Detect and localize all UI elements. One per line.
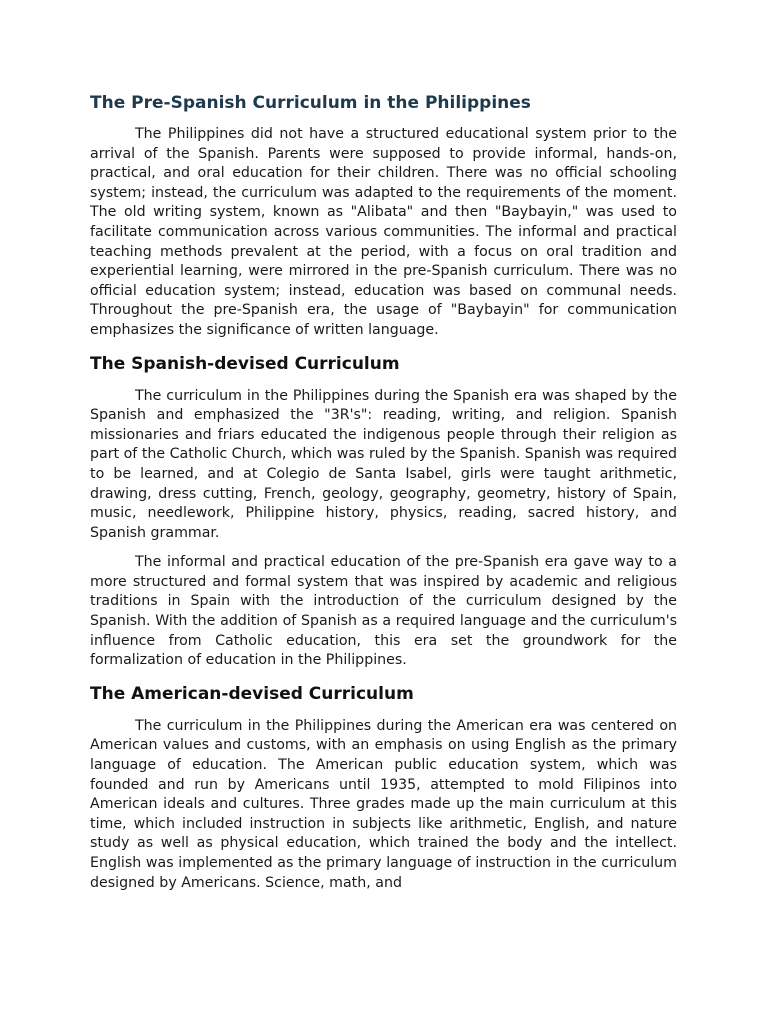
page-title: The Pre-Spanish Curriculum in the Philippines (90, 93, 531, 113)
paragraph: The Philippines did not have a structured educational system prior to the arrival of the Spanish. Parents were supposed to provide informal, hands-on, practical, and oral education for their children. There was no official schooling system; instead, the curriculum was adapted to the requirements of the moment. The old writing system, known as "Alibata" and then "Baybayin," was used to facilitate communication across various communities. The informal and practical teaching methods prevalent at the period, with a focus on oral tradition and experiential learning, were mirrored in the pre-Spanish curriculum. There was no official education system; instead, education was based on communal needs. Throughout the pre-Spanish era, the usage of "Baybayin" for communication emphasizes the significance of written language. (90, 126, 677, 338)
section-american (90, 681, 677, 893)
section-pre-spanish (90, 90, 677, 341)
paragraph: The curriculum in the Philippines during the Spanish era was shaped by the Spanish and emphasized the "3R's": reading, writing, and religion. Spanish missionaries and friars educated the indigenous people through their religion as part of the Catholic Church, which was ruled by the Spanish. Spanish was required to be learned, and at Colegio de Santa Isabel, girls were taught arithmetic, drawing, dress cutting, French, geology, geography, geometry, history of Spain, music, needlework, Philippine history, physics, reading, sacred history, and Spanish grammar. (90, 387, 677, 541)
section-spanish (90, 351, 677, 671)
section-heading: The Spanish-devised Curriculum (90, 353, 400, 374)
paragraph: The informal and practical education of the pre-Spanish era gave way to a more structured and formal system that was inspired by academic and religious traditions in Spain with the introduction of the curriculum designed by the Spanish. With the addition of Spanish as a required language and the curriculum's influence from Catholic education, this era set the groundwork for the formalization of education in the Philippines. (90, 554, 677, 669)
paragraph: The curriculum in the Philippines during the American era was centered on American values and customs, with an emphasis on using English as the primary language of education. The American public education system, which was founded and run by Americans until 1935, attempted to mold Filipinos into American ideals and cultures. Three grades made up the main curriculum at this time, which included instruction in subjects like arithmetic, English, and nature study as well as physical education, which trained the body and the intellect. English was implemented as the primary language of instruction in the curriculum designed by Americans. Science, math, and (90, 717, 677, 891)
section-heading: The American-devised Curriculum (90, 683, 414, 704)
document-page (90, 90, 677, 903)
